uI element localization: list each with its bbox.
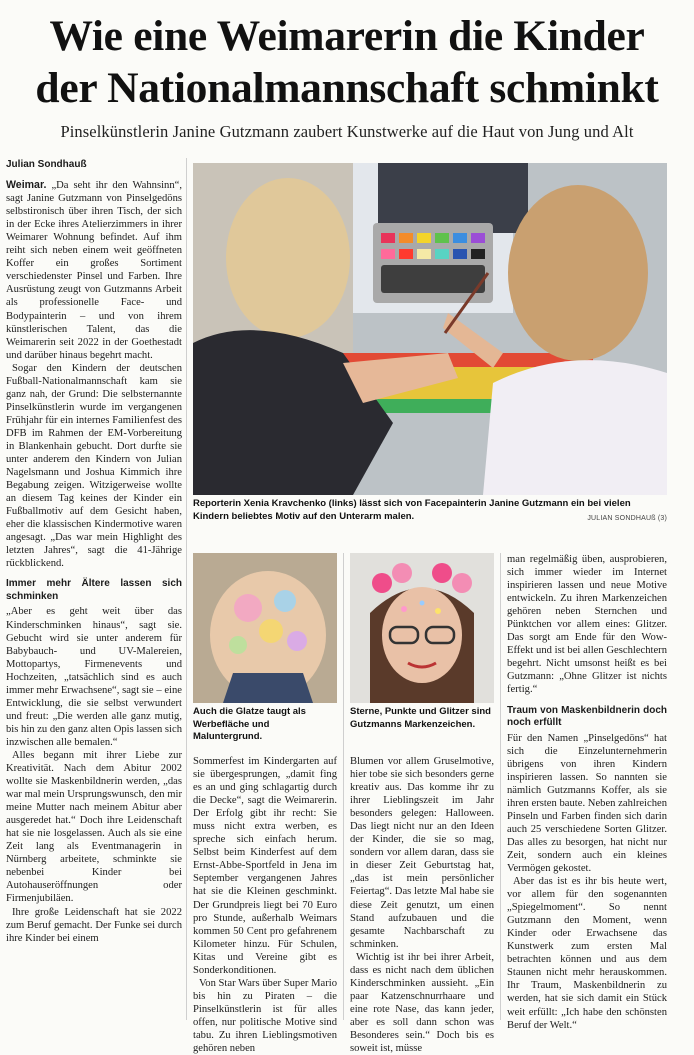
caption-text: Reporterin Xenia Kravchenko (links) lässt sich von Facepainterin Janine Gutzmann ein bei vielen Kindern beliebtes Motiv auf den Unterarm malen.: [193, 498, 631, 522]
column-divider: [500, 553, 501, 1020]
article-column-1: [6, 158, 182, 945]
paragraph: Sommerfest im Kindergarten auf sie übergesprungen, „damit fing es an und ging schlagartig durch die Decke“, sagt die Weimarerin. Der Erfolg gibt ihr recht: Sie muss nicht extra werben, es spreche sich einfach herum. Selbst beim Kinderfest auf dem Ernst-Abbe-Sportfeld in Jena im September vergangenen Jahres hat sie die Kleinen geschminkt. Der Grundpreis liegt bei 70 Euro pro Stunde, außerhalb Weimars kommen 50 Cent pro gefahrenem Kilometer hinzu. Für Schulen, Kitas und Vereine gibt es Sonderkonditionen.: [193, 756, 337, 976]
paragraph: Blumen vor allem Gruselmotive, hier tobe sie sich besonders gerne kreativ aus. Das komme ihr zu ihrer Lieblingszeit im Jahr besonders gelegen: Halloween. Das liegt nicht nur an den Ideen der Kinder, die sie so mag, sondern vor allem daran, dass sie in dieser Zeit Geburtstag hat, „das ist mein persönlicher Feiertag“. Das letzte Mal habe sie diese Zeit genutzt, um einen Stand aufzubauen und die gesamte Nachbarschaft zu schminken.: [350, 756, 494, 950]
main-photo-image: [193, 163, 667, 495]
column-divider: [186, 158, 187, 1020]
section-subheading: Traum von Maskenbildnerin doch noch erfüllt: [507, 704, 667, 729]
article-column-3: [350, 755, 494, 1055]
paragraph-lead: Weimar. „Da seht ihr den Wahnsinn“, sagt Janine Gutzmann von Pinselgedöns selbstironisch über ihren Tisch, der sich in der Ecke ihres Atelierzimmers in ihrer Weimarer Wohnung befindet. Auf ihm reiht sich neben einem weit geöffneten Koffer ein großes Sortiment verschiedenster Pinsel und Farben. Ihre Ausrüstung zeugt von Gutzmanns Arbeit als professionelle Face- und Bodypainterin – und von ihrem künstlerischen Talent, das die Weimarerin seit 2022 in der Goethestadt und darüber hinaus begehrt macht.: [6, 179, 182, 361]
bald-head-caption: Auch die Glatze taugt als Werbefläche und Maluntergrund.: [193, 706, 306, 742]
paragraph: Alles begann mit ihrer Liebe zur Kreativität. Nach dem Abitur 2002 wollte sie Maskenbildnerin werden, „das war mal mein Ursprungswunsch, den mir meine Mutter nach meinem Abitur aber ausgeredet hat.“ Doch ihre Leidenschaft hat sie nie losgelassen. Auch als sie eine Zeit lang als Eventmanagerin in Nürnberg arbeitete, schminkte sie nebenbei Kinder bei Autohauseröffnungen oder Firmenjubiläen.: [6, 749, 182, 905]
paragraph: Von Star Wars über Super Mario bis hin zu Piraten – die Pinselkünstlerin ist für alles offen, nur politische Motive sind tabu. Zu ihren Lieblingsmotiven gehören neben: [193, 977, 337, 1055]
subheadline: Pinselkünstlerin Janine Gutzmann zaubert Kunstwerke auf die Haut von Jung und Alt: [60, 122, 634, 141]
main-photo-caption: [193, 498, 667, 525]
byline: Julian Sondhauß: [6, 159, 87, 170]
section-subheading: Immer mehr Ältere lassen sich schminken: [6, 578, 182, 602]
photo-credit: JULIAN SONDHAUß (3): [587, 514, 667, 522]
headline: [0, 10, 694, 114]
paragraph: Für den Namen „Pinselgedöns“ hat sich die Einzelunternehmerin übrigens von ihren Kindern inspirieren lassen. So nannten sie nämlich Gutzmanns Koffer, als sie ihren ersten baute. Neben zahlreichen Pinseln und Farben finden sich darin auch 25 verschiedene Sorten Glitzer. Das alles zu besorgen, hat nicht nur Zeit, sondern auch ein kleines Vermögen gekostet.: [507, 732, 667, 874]
headline-line-2: der Nationalmannschaft schminkt: [35, 64, 659, 112]
article-column-4: [507, 553, 667, 1032]
paragraph: Aber das ist es ihr bis heute wert, vor allem für den sogenannten „Spiegelmoment“. So nennt Gutzmann den Moment, wenn Kinder oder Erwachsene das Kunstwerk zum ersten Mal betrachten können und aus dem Staunen nicht mehr herauskommen. Ihr Traum, Maskenbildnerin zu werden, hat sie sich damit ein Stück weit erfüllt: „Ich habe den schönsten Beruf der Welt.“: [507, 876, 667, 1031]
main-photo: [193, 163, 667, 495]
paragraph: „Aber es geht weit über das Kinderschminken hinaus“, sagt sie. Gebucht wird sie unter anderem für Babybauch- und UV-Malereien, Mottopartys, Firmenevents und Hochzeiten, „tatsächlich sind es auch immer mehr Erwachsene“, sagt sie – eine Entwicklung, die sie selbst verwundert und freut: „Die werden alle ganz mutig, bis hin zu den ganz alten Opis lassen sich inzwischen alle bemalen.“: [6, 606, 182, 748]
column-divider: [343, 553, 344, 1020]
paragraph: Sogar den Kindern der deutschen Fußball-Nationalmannschaft kam sie ganz nah, der Grund: Die selbsternannte Pinselkünstlerin wurde im vergangenen Frühjahr für ein internes Familienfest des DFB im Rahmen der EM-Vorbereitung in Blankenhain gebucht. Dort durfte sie unter anderem den Kindern von Julian Nagelsmann und Joshua Kimmich ihre Begabung zeigen. Witzigerweise wollte an diesem Tag keines der Kinder ein Fußballmotiv auf dem Gesicht haben, eher die klassischen Kindermotive waren angesagt. „Das war mein Highlight des letzten Jahres“, sagt die 41-Jährige rückblickend.: [6, 362, 182, 570]
location-dateline: Weimar.: [6, 179, 47, 192]
headline-line-1: Wie eine Weimarerin die Kinder: [49, 12, 645, 60]
paragraph: Ihre große Leidenschaft hat sie 2022 zum Beruf gemacht. Der Funke sei durch ihre Kinder bei einem: [6, 906, 182, 944]
bald-head-image: [193, 553, 337, 703]
paragraph: Wichtig ist ihr bei ihrer Arbeit, dass es nicht nach dem üblichen Kinderschminken aussieht. „Ein paar Katzenschnurrhaare und eine rote Nase, das kann jeder, aber es soll dann schon was Besonderes sein.“ Doch bis es soweit ist, müsse: [350, 951, 494, 1055]
face-glitter-photo: [350, 553, 494, 703]
bald-head-photo: [193, 553, 337, 703]
article-column-2: [193, 755, 337, 1055]
face-glitter-image: [350, 553, 494, 703]
face-glitter-caption: Sterne, Punkte und Glitzer sind Gutzmanns Markenzeichen.: [350, 706, 491, 730]
paragraph: man regelmäßig üben, ausprobieren, sich immer wieder im Internet inspirieren lassen und neue Motive entwickeln. Zu ihren Markenzeichen gehören neben Sternchen und Pünktchen vor allem eines: Glitzer. Das sorgt am Ende für den Wow-Effekt und ist bei allen Geschlechtern begehrt. Nicht umsonst heißt es bei Gutzmann: „Ohne Glitzer ist nichts fertig.“: [507, 554, 667, 696]
